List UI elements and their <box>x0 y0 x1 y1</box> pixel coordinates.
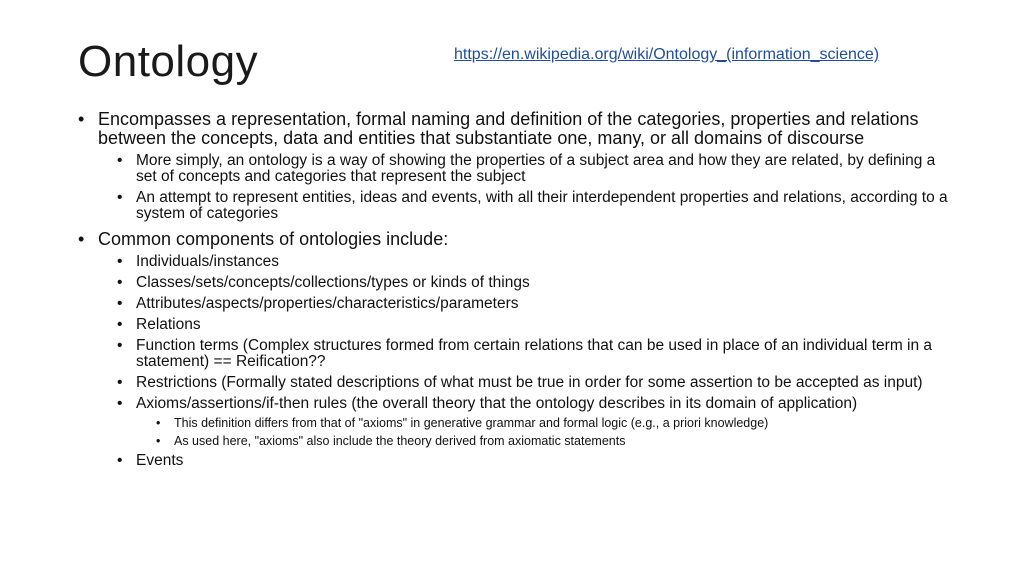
bullet-icon: • <box>117 253 123 270</box>
bullet-icon: • <box>156 434 161 448</box>
list-item <box>78 338 958 370</box>
list-item-text: Common components of ontologies include: <box>98 229 449 249</box>
list-item <box>78 153 958 185</box>
bullet-icon: • <box>117 337 123 354</box>
bullet-icon: • <box>156 416 161 430</box>
bullet-icon: • <box>117 316 123 333</box>
list-item <box>78 190 958 222</box>
list-item <box>78 296 958 312</box>
bullet-icon: • <box>117 274 123 291</box>
list-item <box>78 110 958 148</box>
bullet-icon: • <box>78 109 85 129</box>
list-item <box>78 453 958 469</box>
list-item <box>78 254 958 270</box>
wikipedia-link[interactable]: https://en.wikipedia.org/wiki/Ontology_(information_science) <box>454 46 880 63</box>
bullet-icon: • <box>117 374 123 391</box>
list-item-text: Relations <box>136 316 201 333</box>
bullet-icon: • <box>117 152 123 169</box>
list-item-text: Classes/sets/concepts/collections/types or kinds of things <box>136 274 530 291</box>
list-item-text: Individuals/instances <box>136 253 280 270</box>
list-item <box>78 375 958 391</box>
list-item <box>78 317 958 333</box>
list-item-text: Restrictions (Formally stated descriptions of what must be true in order for some assertion to be accepted as input) <box>136 374 923 391</box>
list-item <box>78 275 958 291</box>
list-item-text: As used here, "axioms" also include the theory derived from axiomatic statements <box>174 434 626 448</box>
list-item <box>78 416 958 430</box>
list-item <box>78 434 958 448</box>
list-item-text: Axioms/assertions/if-then rules (the overall theory that the ontology describes in its domain of application) <box>136 395 858 412</box>
list-item <box>78 396 958 412</box>
list-item <box>78 230 958 249</box>
list-item-text: Function terms (Complex structures formed from certain relations that can be used in place of an individual term in a statement) == Reification?? <box>136 337 933 370</box>
list-item-text: This definition differs from that of "axioms" in generative grammar and formal logic (e.g., a priori knowledge) <box>174 416 769 430</box>
list-item-text: An attempt to represent entities, ideas and events, with all their interdependent properties and relations, according to a system of categories <box>136 189 948 222</box>
slide-title: Ontology <box>78 37 259 86</box>
bullet-icon: • <box>117 395 123 412</box>
bullet-icon: • <box>117 452 123 469</box>
bullet-icon: • <box>78 229 85 249</box>
list-item-text: Attributes/aspects/properties/characteristics/parameters <box>136 295 519 312</box>
bullet-icon: • <box>117 189 123 206</box>
bullet-list <box>78 110 958 469</box>
list-item-text: Events <box>136 452 184 469</box>
bullet-icon: • <box>117 295 123 312</box>
list-item-text: More simply, an ontology is a way of showing the properties of a subject area and how they are related, by defining a set of concepts and categories that represent the subject <box>136 152 936 185</box>
list-item-text: Encompasses a representation, formal naming and definition of the categories, properties and relations between the concepts, data and entities that substantiate one, many, or all domains of discourse <box>98 109 919 148</box>
